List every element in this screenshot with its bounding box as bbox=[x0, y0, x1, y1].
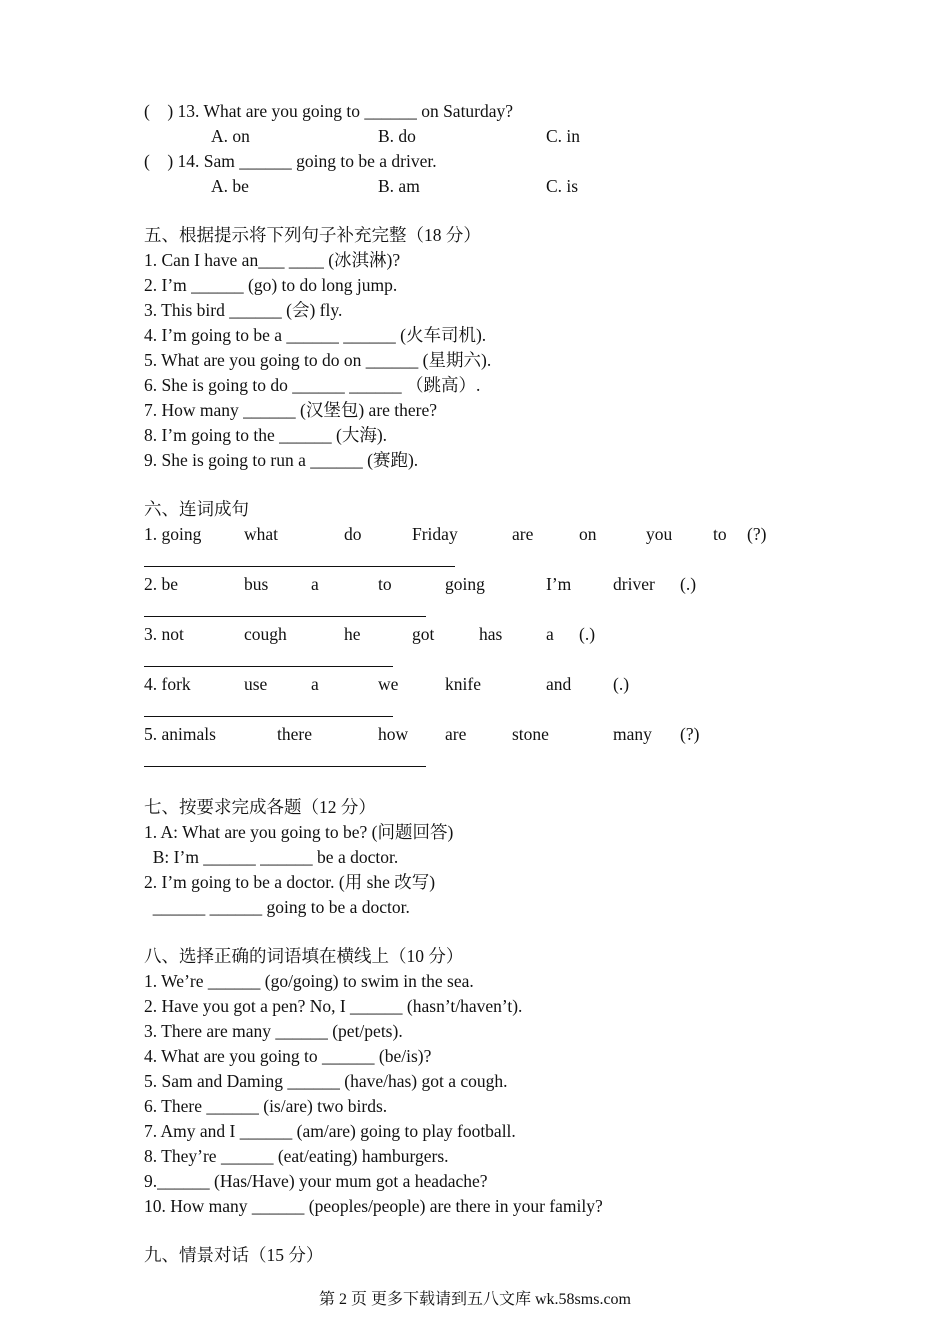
question-14-option-c: C. is bbox=[546, 176, 579, 196]
scrambled-word: stone bbox=[512, 724, 549, 744]
section-8-item: 7. Amy and I ______ (am/are) going to play football. bbox=[144, 1121, 516, 1141]
scrambled-word: (.) bbox=[680, 574, 697, 594]
section-5-item: 5. What are you going to do on ______ (星期六). bbox=[144, 350, 492, 370]
question-14-stem: ( ) 14. Sam ______ going to be a driver. bbox=[144, 151, 437, 171]
scrambled-word: a bbox=[311, 674, 319, 694]
scrambled-word: 1. going bbox=[144, 524, 202, 544]
scrambled-word: to bbox=[713, 524, 727, 544]
section-9-title: 九、情景对话（15 分） bbox=[144, 1245, 324, 1265]
scrambled-word: (?) bbox=[680, 724, 700, 744]
section-5-item: 3. This bird ______ (会) fly. bbox=[144, 300, 343, 320]
section-8-item: 5. Sam and Daming ______ (have/has) got a cough. bbox=[144, 1071, 508, 1091]
scrambled-word: 2. be bbox=[144, 574, 179, 594]
answer-line bbox=[144, 566, 455, 567]
section-8-item: 2. Have you got a pen? No, I ______ (hasn’t/haven’t). bbox=[144, 996, 523, 1016]
scrambled-word: (.) bbox=[579, 624, 596, 644]
scrambled-word: I’m bbox=[546, 574, 572, 594]
scrambled-word: a bbox=[546, 624, 554, 644]
page-footer: 第 2 页 更多下载请到五八文库 wk.58sms.com bbox=[318, 1291, 631, 1308]
scrambled-word: has bbox=[479, 624, 503, 644]
scrambled-word: and bbox=[546, 674, 572, 694]
question-14-option-b: B. am bbox=[378, 176, 420, 196]
scrambled-word: Friday bbox=[412, 524, 458, 544]
section-5-title: 五、根据提示将下列句子补充完整（18 分） bbox=[144, 225, 481, 245]
section-7-line: B: I’m ______ ______ be a doctor. bbox=[144, 847, 399, 867]
scrambled-word: 5. animals bbox=[144, 724, 216, 744]
section-7-line: ______ ______ going to be a doctor. bbox=[144, 897, 410, 917]
scrambled-word: are bbox=[445, 724, 467, 744]
section-5-item: 4. I’m going to be a ______ ______ (火车司机). bbox=[144, 325, 487, 345]
scrambled-word: to bbox=[378, 574, 392, 594]
section-5-item: 8. I’m going to the ______ (大海). bbox=[144, 425, 388, 445]
section-6-title: 六、连词成句 bbox=[144, 499, 249, 519]
question-14-option-a: A. be bbox=[211, 176, 249, 196]
scrambled-word: got bbox=[412, 624, 435, 644]
question-13-option-a: A. on bbox=[211, 126, 250, 146]
scrambled-word: we bbox=[378, 674, 399, 694]
scrambled-word: a bbox=[311, 574, 319, 594]
scrambled-word: cough bbox=[244, 624, 287, 644]
scrambled-word: 3. not bbox=[144, 624, 184, 644]
section-8-title: 八、选择正确的词语填在横线上（10 分） bbox=[144, 946, 464, 966]
section-8-item: 4. What are you going to ______ (be/is)? bbox=[144, 1046, 432, 1066]
answer-line bbox=[144, 666, 393, 667]
scrambled-word: he bbox=[344, 624, 361, 644]
section-7-title: 七、按要求完成各题（12 分） bbox=[144, 797, 376, 817]
section-5-item: 2. I’m ______ (go) to do long jump. bbox=[144, 275, 398, 295]
question-13-option-b: B. do bbox=[378, 126, 416, 146]
scrambled-word: are bbox=[512, 524, 534, 544]
answer-line bbox=[144, 616, 426, 617]
section-7-line: 2. I’m going to be a doctor. (用 she 改写) bbox=[144, 872, 436, 892]
section-8-item: 6. There ______ (is/are) two birds. bbox=[144, 1096, 388, 1116]
section-7-line: 1. A: What are you going to be? (问题回答) bbox=[144, 822, 454, 842]
answer-line bbox=[144, 766, 426, 767]
section-8-item: 3. There are many ______ (pet/pets). bbox=[144, 1021, 403, 1041]
section-8-item: 9.______ (Has/Have) your mum got a headache? bbox=[144, 1171, 488, 1191]
scrambled-word: you bbox=[646, 524, 673, 544]
scrambled-word: use bbox=[244, 674, 268, 694]
section-5-item: 6. She is going to do ______ ______ （跳高）. bbox=[144, 375, 481, 395]
section-8-item: 10. How many ______ (peoples/people) are there in your family? bbox=[144, 1196, 603, 1216]
answer-line bbox=[144, 716, 393, 717]
scrambled-word: knife bbox=[445, 674, 481, 694]
scrambled-word: (.) bbox=[613, 674, 630, 694]
scrambled-word: (?) bbox=[747, 524, 767, 544]
section-8-item: 8. They’re ______ (eat/eating) hamburgers. bbox=[144, 1146, 449, 1166]
scrambled-word: on bbox=[579, 524, 597, 544]
question-13-stem: ( ) 13. What are you going to ______ on Saturday? bbox=[144, 101, 514, 121]
scrambled-word: going bbox=[445, 574, 485, 594]
scrambled-word: there bbox=[277, 724, 312, 744]
section-5-item: 9. She is going to run a ______ (赛跑). bbox=[144, 450, 419, 470]
scrambled-word: how bbox=[378, 724, 409, 744]
section-8-item: 1. We’re ______ (go/going) to swim in the sea. bbox=[144, 971, 474, 991]
section-5-item: 1. Can I have an___ ____ (冰淇淋)? bbox=[144, 250, 401, 270]
question-13-option-c: C. in bbox=[546, 126, 581, 146]
scrambled-word: what bbox=[244, 524, 279, 544]
scrambled-word: many bbox=[613, 724, 652, 744]
scrambled-word: driver bbox=[613, 574, 655, 594]
scrambled-word: do bbox=[344, 524, 362, 544]
scrambled-word: 4. fork bbox=[144, 674, 191, 694]
scrambled-word: bus bbox=[244, 574, 269, 594]
section-5-item: 7. How many ______ (汉堡包) are there? bbox=[144, 400, 438, 420]
